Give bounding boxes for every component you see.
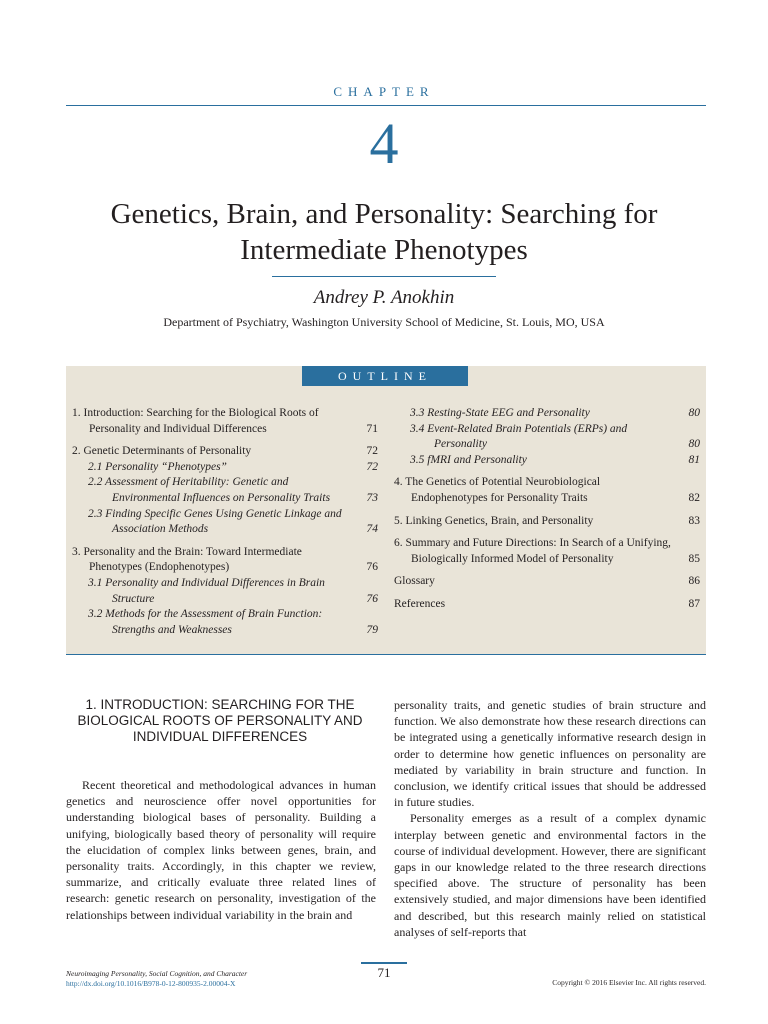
toc-subentry[interactable] xyxy=(394,453,700,469)
toc-entry-text: 3.5 fMRI and Personality xyxy=(410,453,527,466)
toc-subentry[interactable] xyxy=(72,460,378,476)
body-left-column xyxy=(66,777,376,923)
footer-rule xyxy=(361,962,407,964)
toc-subentry[interactable] xyxy=(72,576,378,607)
header-rule xyxy=(66,105,706,106)
toc-entry-page: 71 xyxy=(366,422,378,435)
footer-citation xyxy=(66,969,247,989)
toc-entry-text: 6. Summary and Future Directions: In Search of a Unifying, Biologically Informed Model of Personality xyxy=(394,537,671,565)
title-rule xyxy=(272,276,496,277)
toc-entry[interactable] xyxy=(394,536,700,567)
toc-entry-text: 3. Personality and the Brain: Toward Intermediate Phenotypes (Endophenotypes) xyxy=(72,545,302,574)
toc-entry-text: 2.1 Personality “Phenotypes” xyxy=(88,460,227,473)
body-paragraph: Personality emerges as a result of a complex dynamic interplay between genetic and environmental factors in the course of individual development. However, there are significant gaps in our knowledge related to the three research directions specified above. The structure of personality has been extensively studied, and major dimensions have been identified and described, but this research mainly relied on statistical analyses of self-reports that xyxy=(394,811,706,939)
toc-entry-page: 72 xyxy=(366,460,378,473)
toc-entry[interactable] xyxy=(394,514,700,530)
toc-entry[interactable] xyxy=(72,545,378,576)
body-paragraph: personality traits, and genetic studies of brain structure and function. We also demonstrate how these research directions can be integrated using a genetically informative research design in order to determine how genetic influences on personality are mediated by variability in brain structure and function. In conclusion, we identify critical issues that should be addressed in future studies. xyxy=(394,698,706,810)
outline-right-column xyxy=(394,406,700,620)
toc-entry[interactable] xyxy=(394,574,700,590)
toc-entry[interactable] xyxy=(72,406,378,437)
book-title: Neuroimaging Personality, Social Cognition, and Character xyxy=(66,969,248,978)
toc-entry-page: 87 xyxy=(688,597,700,610)
chapter-number: 4 xyxy=(369,111,399,176)
toc-entry-text: 5. Linking Genetics, Brain, and Personality xyxy=(394,514,594,527)
copyright-notice: Copyright © 2016 Elsevier Inc. All rights reserved. xyxy=(552,978,706,987)
toc-entry-text: Glossary xyxy=(394,575,435,588)
toc-entry-text: 3.1 Personality and Individual Differences in Brain Structure xyxy=(88,576,325,605)
toc-subentry[interactable] xyxy=(72,475,378,506)
toc-subentry[interactable] xyxy=(394,406,700,422)
author-name: Andrey P. Anokhin xyxy=(313,287,455,308)
toc-entry-page: 80 xyxy=(688,407,700,419)
chapter-title-line1: Genetics, Brain, and Personality: Searching for xyxy=(110,198,658,230)
toc-entry-page: 76 xyxy=(366,561,378,574)
chapter-title-line2: Intermediate Phenotypes xyxy=(240,234,528,266)
toc-entry-text: 3.4 Event-Related Brain Potentials (ERPs) and Personality xyxy=(410,422,628,451)
toc-entry-text: 2.3 Finding Specific Genes Using Genetic Linkage and Association Methods xyxy=(88,507,342,536)
outline-left-column xyxy=(72,406,378,638)
toc-entry-text: 4. The Genetics of Potential Neurobiological Endophenotypes for Personality Traits xyxy=(394,476,601,504)
toc-entry-page: 85 xyxy=(688,552,700,565)
toc-entry[interactable] xyxy=(72,444,378,460)
chapter-label: CHAPTER xyxy=(333,84,435,99)
page-number: 71 xyxy=(377,965,391,980)
toc-entry-text: 1. Introduction: Searching for the Biological Roots of Personality and Individual Differences xyxy=(72,407,319,435)
outline-title: OUTLINE xyxy=(302,366,468,386)
toc-entry-page: 79 xyxy=(366,623,378,636)
doi-link[interactable]: http://dx.doi.org/10.1016/B978-0-12-800935-2.00004-X xyxy=(66,979,236,988)
toc-entry-page: 86 xyxy=(688,575,700,588)
toc-entry-page: 83 xyxy=(688,514,700,527)
toc-entry-text: 3.2 Methods for the Assessment of Brain Function: Strengths and Weaknesses xyxy=(88,608,323,636)
section-heading: 1. INTRODUCTION: SEARCHING FOR THE BIOLOGICAL ROOTS OF PERSONALITY AND INDIVIDUAL DIFFERENCES xyxy=(77,697,363,744)
toc-entry-page: 74 xyxy=(366,523,378,536)
chapter-title xyxy=(40,196,728,268)
toc-subentry[interactable] xyxy=(72,507,378,538)
toc-entry-text: References xyxy=(394,597,446,610)
toc-entry-page: 72 xyxy=(366,445,378,458)
toc-entry-page: 80 xyxy=(688,438,700,451)
toc-subentry[interactable] xyxy=(394,422,700,453)
toc-entry[interactable] xyxy=(394,475,700,506)
toc-entry-text: 2.2 Assessment of Heritability: Genetic and Environmental Influences on Personality Traits xyxy=(88,476,331,504)
toc-entry-page: 73 xyxy=(366,491,378,504)
toc-entry-text: 2. Genetic Determinants of Personality xyxy=(72,445,252,458)
toc-entry-page: 82 xyxy=(688,491,700,504)
author-affiliation: Department of Psychiatry, Washington University School of Medicine, St. Louis, MO, USA xyxy=(163,315,605,329)
toc-entry-page: 81 xyxy=(688,453,700,466)
toc-entry-page: 76 xyxy=(366,592,378,605)
toc-entry-text: 3.3 Resting-State EEG and Personality xyxy=(410,407,590,419)
body-paragraph: Recent theoretical and methodological advances in human genetics and neuroscience offer novel opportunities for understanding biological bases of personality. Building a unifying, biologically based theory of personality will require the elucidation of complex links between genes, brain, and personality traits. Accordingly, in this chapter we review, summarize, and critically evaluate three related lines of research: genetic research on personality, investigation of the relationships between individual variability in the brain and xyxy=(66,778,376,922)
body-right-column xyxy=(394,697,706,940)
toc-entry[interactable] xyxy=(394,597,700,613)
toc-subentry[interactable] xyxy=(72,607,378,638)
